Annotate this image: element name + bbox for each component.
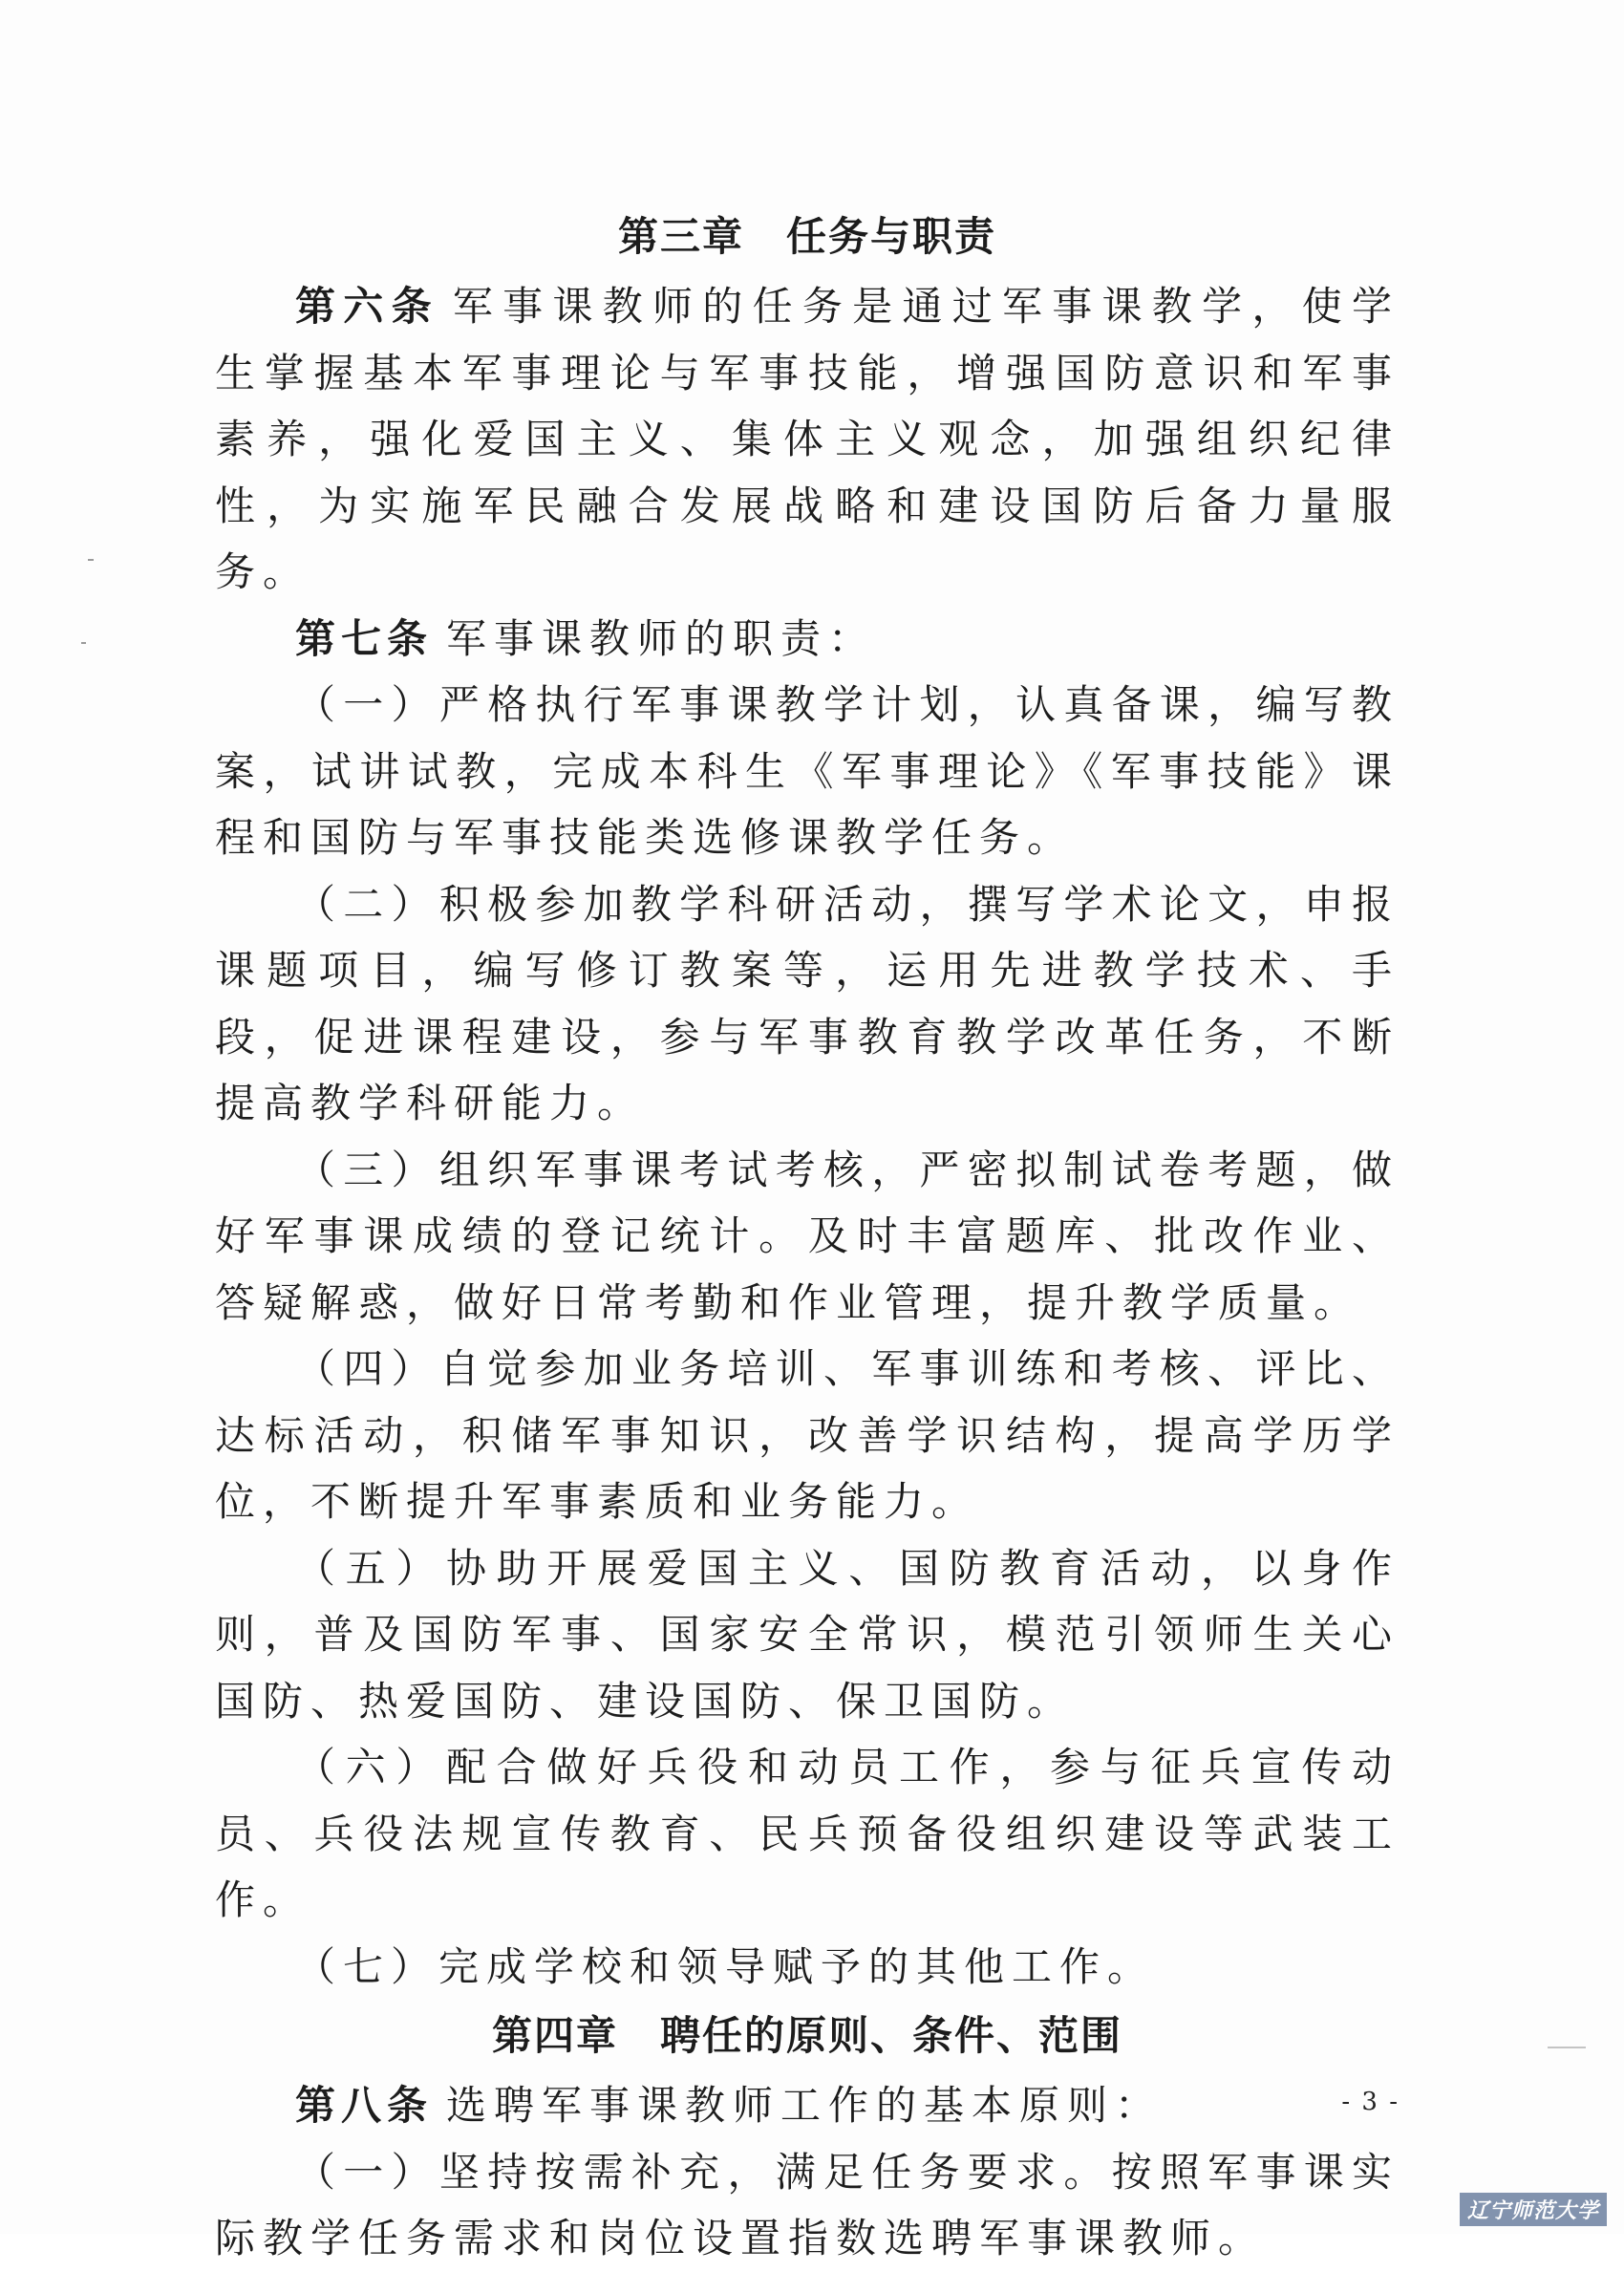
article-8 xyxy=(215,2072,1400,2139)
article-8-item-1: （一）坚持按需补充，满足任务要求。按照军事课实际教学任务需求和岗位设置指数选聘军事课教师。 xyxy=(215,2148,1400,2261)
article-8-text: 选聘军事课教师工作的基本原则： xyxy=(446,2082,1164,2129)
article-7 xyxy=(215,606,1400,673)
scan-speck xyxy=(1548,2047,1586,2048)
watermark-logo: 辽宁师范大学 xyxy=(1460,2193,1607,2226)
page-number: - 3 - xyxy=(1341,2088,1400,2116)
scan-speck xyxy=(81,642,86,644)
article-7-item-3: （三）组织军事课考试考核，严密拟制试卷考题，做好军事课成绩的登记统计。及时丰富题库、批改作业、答疑解惑，做好日常考勤和作业管理，提升教学质量。 xyxy=(215,1146,1400,1326)
document-body xyxy=(215,201,1400,2272)
article-7-item-1: （一）严格执行军事课教学计划，认真备课，编写教案，试讲试教，完成本科生《军事理论》《军事技能》课程和国防与军事技能类选修课教学任务。 xyxy=(215,681,1400,861)
chapter-3-heading: 第三章 任务与职责 xyxy=(617,213,996,260)
chapter-4-heading: 第四章 聘任的原则、条件、范围 xyxy=(491,2012,1122,2059)
article-8-label: 第八条 xyxy=(295,2082,434,2129)
article-7-item-7: （七）完成学校和领导赋予的其他工作。 xyxy=(295,1942,1156,1990)
article-7-label: 第七条 xyxy=(295,614,434,662)
article-7-item-2: （二）积极参加教学科研活动，撰写学术论文，申报课题项目，编写修订教案等，运用先进教学技术、手段，促进课程建设，参与军事教育教学改革任务，不断提高教学科研能力。 xyxy=(215,880,1400,1126)
article-7-text: 军事课教师的职责： xyxy=(446,614,877,662)
scan-speck xyxy=(88,559,94,561)
article-7-item-4: （四）自觉参加业务培训、军事训练和考核、评比、达标活动，积储军事知识，改善学识结构，提高学历学位，不断提升军事素质和业务能力。 xyxy=(215,1345,1400,1525)
article-6-text: 军事课教师的任务是通过军事课教学，使学生掌握基本军事理论与军事技能，增强国防意识和军事素养，强化爱国主义、集体主义观念，加强组织纪律性，为实施军民融合发展战略和建设国防后备力量服务。 xyxy=(215,283,1400,595)
article-6 xyxy=(215,273,1400,606)
article-7-item-6: （六）配合做好兵役和动员工作，参与征兵宣传动员、兵役法规宣传教育、民兵预备役组织建设等武装工作。 xyxy=(215,1744,1400,1923)
article-7-item-5: （五）协助开展爱国主义、国防教育活动，以身作则，普及国防军事、国家安全常识，模范引领师生关心国防、热爱国防、建设国防、保卫国防。 xyxy=(215,1544,1400,1725)
article-6-label: 第六条 xyxy=(295,283,439,330)
